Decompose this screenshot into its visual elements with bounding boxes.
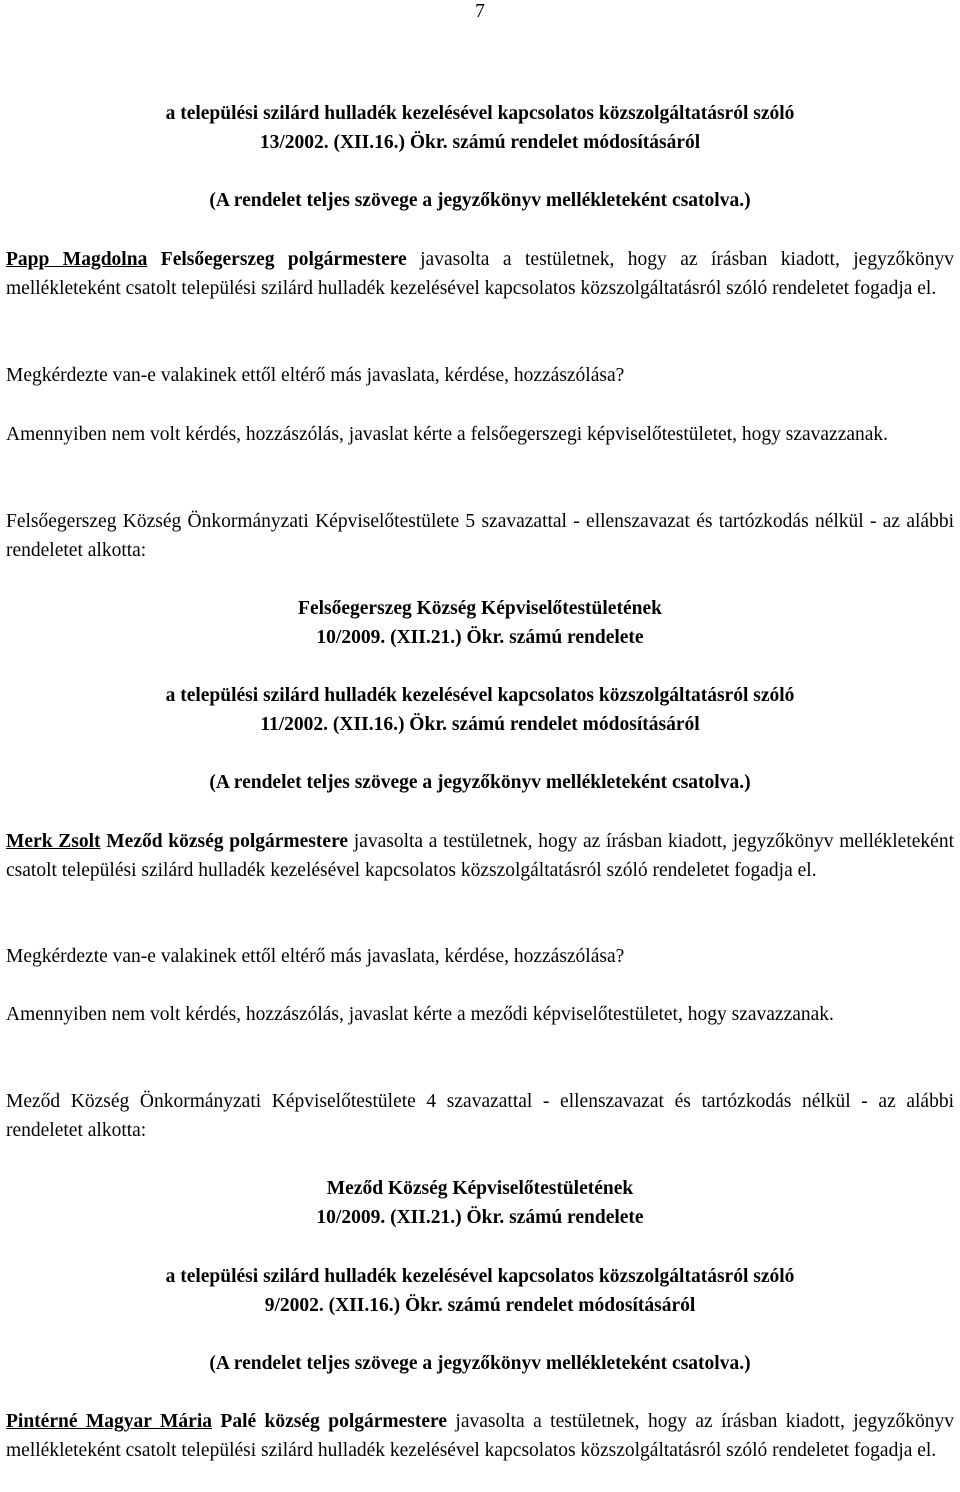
mayor-name-1: Papp Magdolna bbox=[6, 249, 148, 270]
vote-request-paragraph-2: Amennyiben nem volt kérdés, hozzászólás, javaslat kérte a meződi képviselőtestületet, hogy szavazzanak. bbox=[6, 1004, 834, 1025]
proposal-text-3: javasolta a testületnek, hogy az írásban kiadott, jegyzőkönyv mellékleteként csatolt települési szilárd hulladék kezelésével kapcsolatos közszolgáltatásról szóló rendeletet fogadja el. bbox=[6, 1411, 954, 1461]
decree-heading-2: Meződ Község Képviselőtestületének 10/2009. (XII.21.) Ökr. számú rendelete bbox=[316, 1178, 644, 1228]
proposal-paragraph-2 bbox=[6, 827, 954, 885]
mayor-role-2: Meződ község polgármestere bbox=[100, 831, 349, 852]
mayor-name-3: Pintérné Magyar Mária bbox=[6, 1411, 212, 1432]
proposal-text-2: javasolta a testületnek, hogy az írásban kiadott, jegyzőkönyv mellékleteként csatolt települési szilárd hulladék kezelésével kapcsolatos közszolgáltatásról szóló rendeletet fogadja el. bbox=[6, 831, 954, 881]
attachment-note-2: (A rendelet teljes szövege a jegyzőkönyv mellékleteként csatolva.) bbox=[209, 772, 751, 793]
proposal-paragraph-3 bbox=[6, 1407, 954, 1465]
question-paragraph-1: Megkérdezte van-e valakinek ettől eltérő más javaslata, kérdése, hozzászólása? bbox=[6, 365, 625, 386]
attachment-note-3: (A rendelet teljes szövege a jegyzőkönyv mellékleteként csatolva.) bbox=[209, 1353, 751, 1374]
question-paragraph-2: Megkérdezte van-e valakinek ettől eltérő más javaslata, kérdése, hozzászólása? bbox=[6, 946, 625, 967]
vote-result-paragraph-2: Meződ Község Önkormányzati Képviselőtestülete 4 szavazattal - ellenszavazat és tartózkodás nélkül - az alábbi rendeletet alkotta: bbox=[6, 1091, 954, 1141]
page-number: 7 bbox=[475, 1, 485, 22]
regulation-title-1: a települési szilárd hulladék kezelésével kapcsolatos közszolgáltatásról szóló 13/2002. (XII.16.) Ökr. számú rendelet módosításáról bbox=[165, 103, 795, 153]
decree-title-2: a települési szilárd hulladék kezelésével kapcsolatos közszolgáltatásról szóló 9/2002. (XII.16.) Ökr. számú rendelet módosításáról bbox=[165, 1266, 795, 1316]
mayor-role-3: Palé község polgármestere bbox=[212, 1411, 447, 1432]
mayor-role-1: Felsőegerszeg polgármestere bbox=[147, 249, 407, 270]
vote-result-paragraph-1: Felsőegerszeg Község Önkormányzati Képviselőtestülete 5 szavazattal - ellenszavazat és tartózkodás nélkül - az alábbi rendeletet alkotta: bbox=[6, 511, 954, 561]
proposal-text-1: javasolta a testületnek, hogy az írásban kiadott, jegyzőkönyv mellékleteként csatolt települési szilárd hulladék kezelésével kapcsolatos közszolgáltatásról szóló rendeletet fogadja el. bbox=[6, 249, 954, 299]
vote-request-paragraph-1: Amennyiben nem volt kérdés, hozzászólás, javaslat kérte a felsőegerszegi képviselőtestületet, hogy szavazzanak. bbox=[6, 424, 889, 445]
decree-heading-1: Felsőegerszeg Község Képviselőtestületének 10/2009. (XII.21.) Ökr. számú rendelete bbox=[298, 598, 662, 648]
attachment-note-1: (A rendelet teljes szövege a jegyzőkönyv mellékleteként csatolva.) bbox=[209, 190, 751, 211]
decree-title-1: a települési szilárd hulladék kezelésével kapcsolatos közszolgáltatásról szóló 11/2002. (XII.16.) Ökr. számú rendelet módosításáról bbox=[165, 685, 795, 735]
proposal-paragraph-1 bbox=[6, 245, 954, 303]
mayor-name-2: Merk Zsolt bbox=[6, 831, 101, 852]
